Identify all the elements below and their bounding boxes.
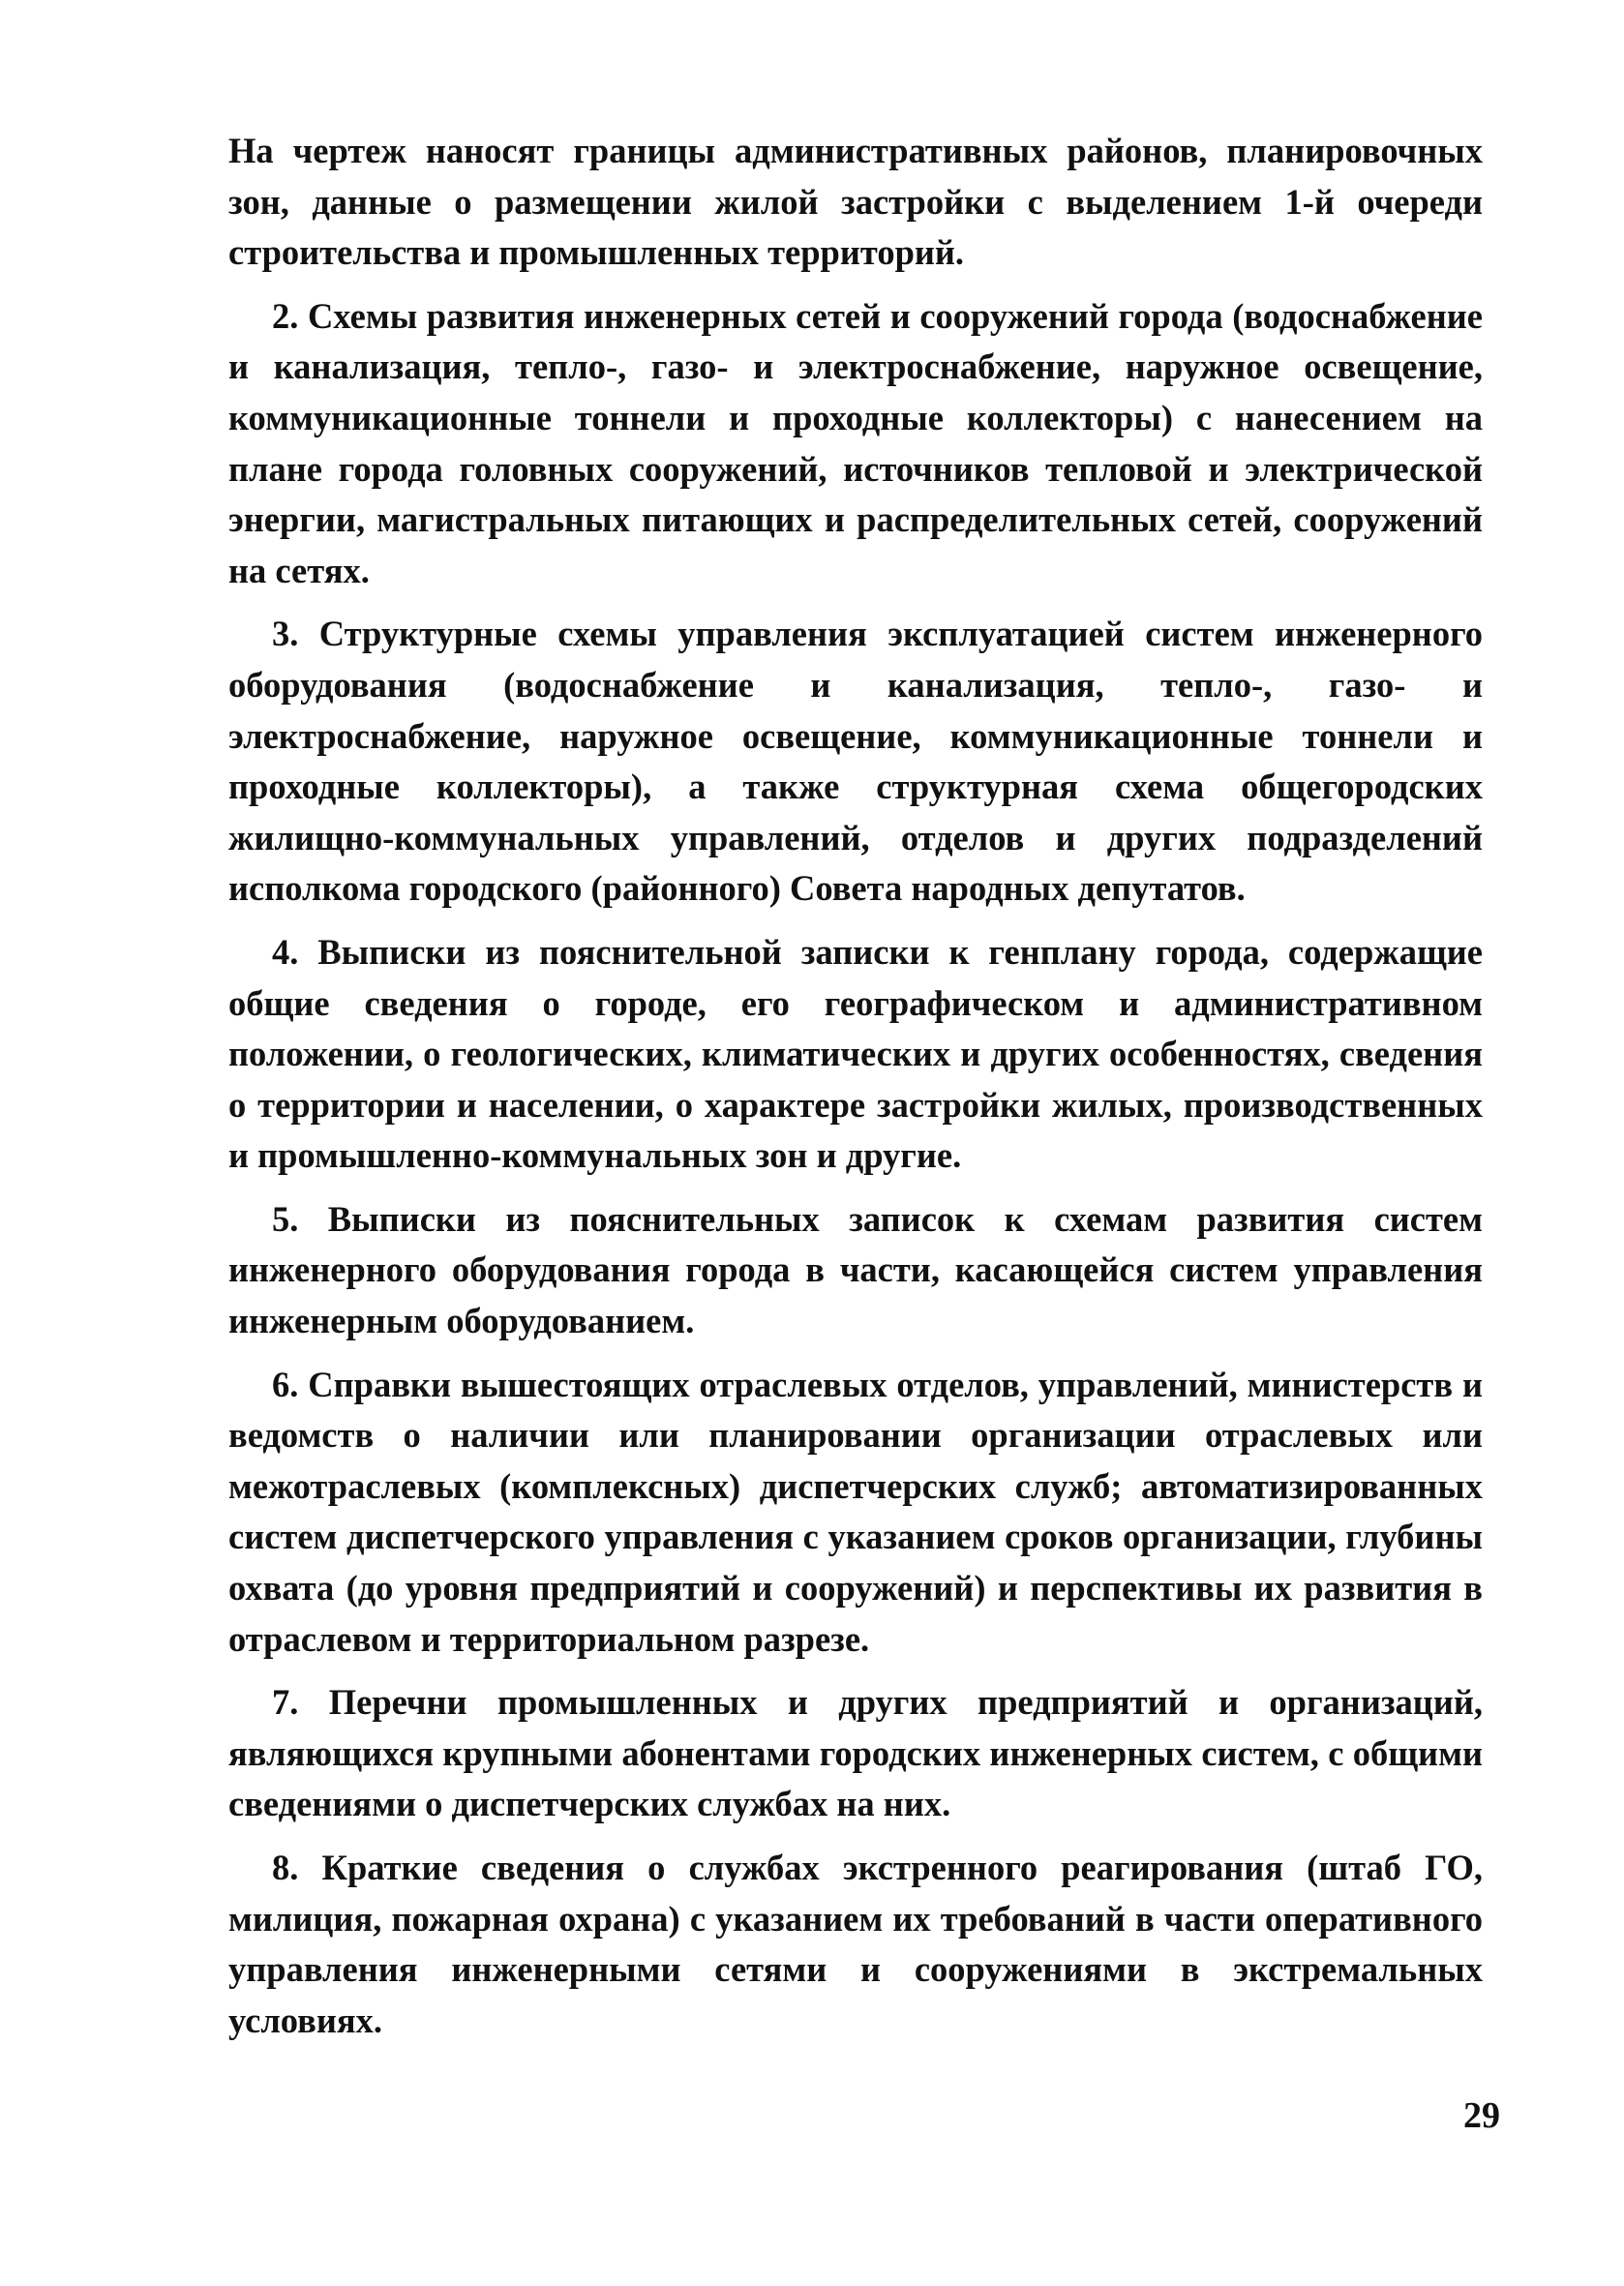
paragraph-item-5: 5. Выписки из пояснительных записок к схемам развития систем инженерного оборудования города в части, касающейся систем управления инженерным оборудованием. — [228, 1198, 1483, 1341]
page-number: 29 — [1463, 2095, 1500, 2136]
paragraph-item-4: 4. Выписки из пояснительной записки к генплану города, содержащие общие сведения о городе, его географическом и административном положении, о геологических, климатических и других особенностях, сведения о территории и населении, о характере застройки жилых, производственных и промышленно-коммунальных зон и другие. — [228, 931, 1483, 1176]
paragraph-item-2: 2. Схемы развития инженерных сетей и сооружений города (водоснабжение и канализация, тепло-, газо- и электроснабжение, наружное освещение, коммуникационные тоннели и проходные коллекторы) с нанесением на плане города головных сооружений, источников тепловой и электрической энергии, магистральных питающих и распределительных сетей, сооружений на сетях. — [228, 295, 1483, 590]
paragraph-item-8: 8. Краткие сведения о службах экстренного реагирования (штаб ГО, милиция, пожарная охрана) с указанием их требований в части оперативного управления инженерными сетями и сооружениями в экстремальных условиях. — [228, 1848, 1483, 2040]
paragraph-item-7: 7. Перечни промышленных и других предприятий и организаций, являющихся крупными абонентами городских инженерных систем, с общими сведениями о диспетчерских службах на них. — [228, 1682, 1483, 1824]
page-body — [228, 126, 1483, 2059]
paragraph-item-3: 3. Структурные схемы управления эксплуатацией систем инженерного оборудования (водоснабжение и канализация, тепло-, газо- и электроснабжение, наружное освещение, коммуникационные тоннели и проходные коллекторы), а также структурная схема общегородских жилищно-коммунальных управлений, отделов и других подразделений исполкома городского (районного) Совета народных депутатов. — [228, 614, 1483, 909]
paragraph-intro: На чертеж наносят границы административных районов, планировочных зон, данные о размещении жилой застройки с выделением 1-й очереди строительства и промышленных территорий. — [228, 131, 1483, 273]
paragraph-item-6: 6. Справки вышестоящих отраслевых отделов, управлений, министерств и ведомств о наличии или планировании организации отраслевых или межотраслевых (комплексных) диспетчерских служб; автоматизированных систем диспетчерского управления с указанием сроков организации, глубины охвата (до уровня предприятий и сооружений) и перспективы их развития в отраслевом и территориальном разрезе. — [228, 1364, 1483, 1659]
